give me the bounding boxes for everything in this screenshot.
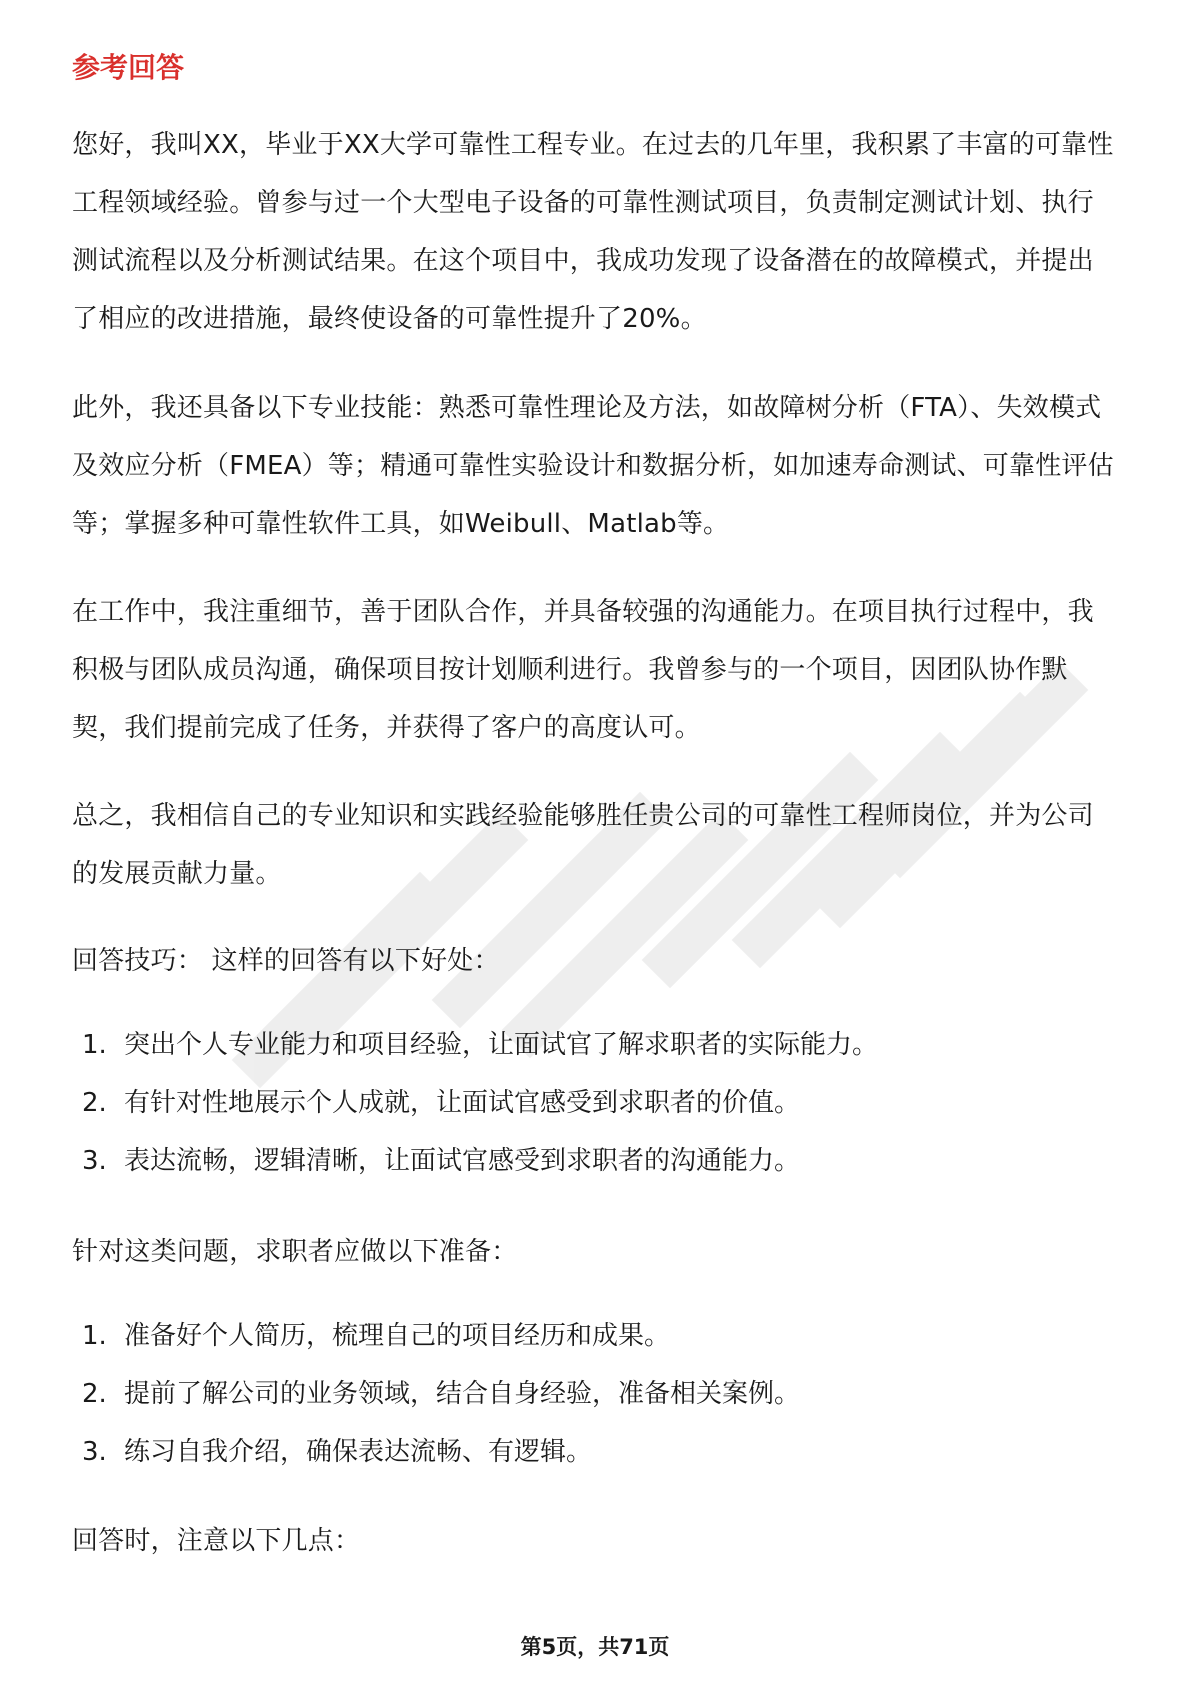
list-item: [82, 1307, 1118, 1365]
list-item-text: 突出个人专业能力和项目经验，让面试官了解求职者的实际能力。: [124, 1030, 879, 1060]
list-item-number: 1.: [82, 1030, 107, 1060]
list-item-text: 提前了解公司的业务领域，结合自身经验，准备相关案例。: [124, 1379, 801, 1409]
answer-paragraph-teamwork: 在工作中，我注重细节，善于团队合作，并具备较强的沟通能力。在项目执行过程中，我积极与团队成员沟通，确保项目按计划顺利进行。我曾参与的一个项目，因团队协作默契，我们提前完成了任务，并获得了客户的高度认可。: [72, 597, 1094, 743]
list-item-text: 表达流畅，逻辑清晰，让面试官感受到求职者的沟通能力。: [124, 1146, 801, 1176]
list-item-text: 准备好个人简历，梳理自己的项目经历和成果。: [124, 1321, 671, 1351]
list-item-number: 1.: [82, 1321, 107, 1351]
list-item: [82, 1016, 1118, 1074]
list-item-text: 练习自我介绍，确保表达流畅、有逻辑。: [124, 1437, 593, 1467]
list-item-number: 3.: [82, 1146, 107, 1176]
benefits-list: [82, 1016, 1118, 1190]
list-item: [82, 1365, 1118, 1423]
preparation-heading: 针对这类问题，求职者应做以下准备：: [72, 1237, 518, 1267]
list-item: [82, 1423, 1118, 1481]
list-item-text: 有针对性地展示个人成就，让面试官感受到求职者的价值。: [124, 1088, 801, 1118]
list-item-number: 2.: [82, 1379, 107, 1409]
tips-heading: 回答技巧： 这样的回答有以下好处：: [72, 946, 500, 976]
notes-heading: 回答时，注意以下几点：: [72, 1526, 361, 1556]
list-item: [82, 1074, 1118, 1132]
section-title: 参考回答: [72, 51, 185, 84]
page-number-footer: 第5页，共71页: [520, 1635, 670, 1659]
answer-paragraph-skills: 此外，我还具备以下专业技能：熟悉可靠性理论及方法，如故障树分析（FTA）、失效模式及效应分析（FMEA）等；精通可靠性实验设计和数据分析，如加速寿命测试、可靠性评估等；掌握多种可靠性软件工具，如Weibull、Matlab等。: [72, 393, 1114, 539]
list-item-number: 3.: [82, 1437, 107, 1467]
list-item-number: 2.: [82, 1088, 107, 1118]
preparation-list: [82, 1307, 1118, 1481]
answer-paragraph-intro: 您好，我叫XX，毕业于XX大学可靠性工程专业。在过去的几年里，我积累了丰富的可靠性工程领域经验。曾参与过一个大型电子设备的可靠性测试项目，负责制定测试计划、执行测试流程以及分析测试结果。在这个项目中，我成功发现了设备潜在的故障模式，并提出了相应的改进措施，最终使设备的可靠性提升了20%。: [72, 130, 1114, 334]
answer-paragraph-conclusion: 总之，我相信自己的专业知识和实践经验能够胜任贵公司的可靠性工程师岗位，并为公司的发展贡献力量。: [72, 801, 1094, 889]
list-item: [82, 1132, 1118, 1190]
